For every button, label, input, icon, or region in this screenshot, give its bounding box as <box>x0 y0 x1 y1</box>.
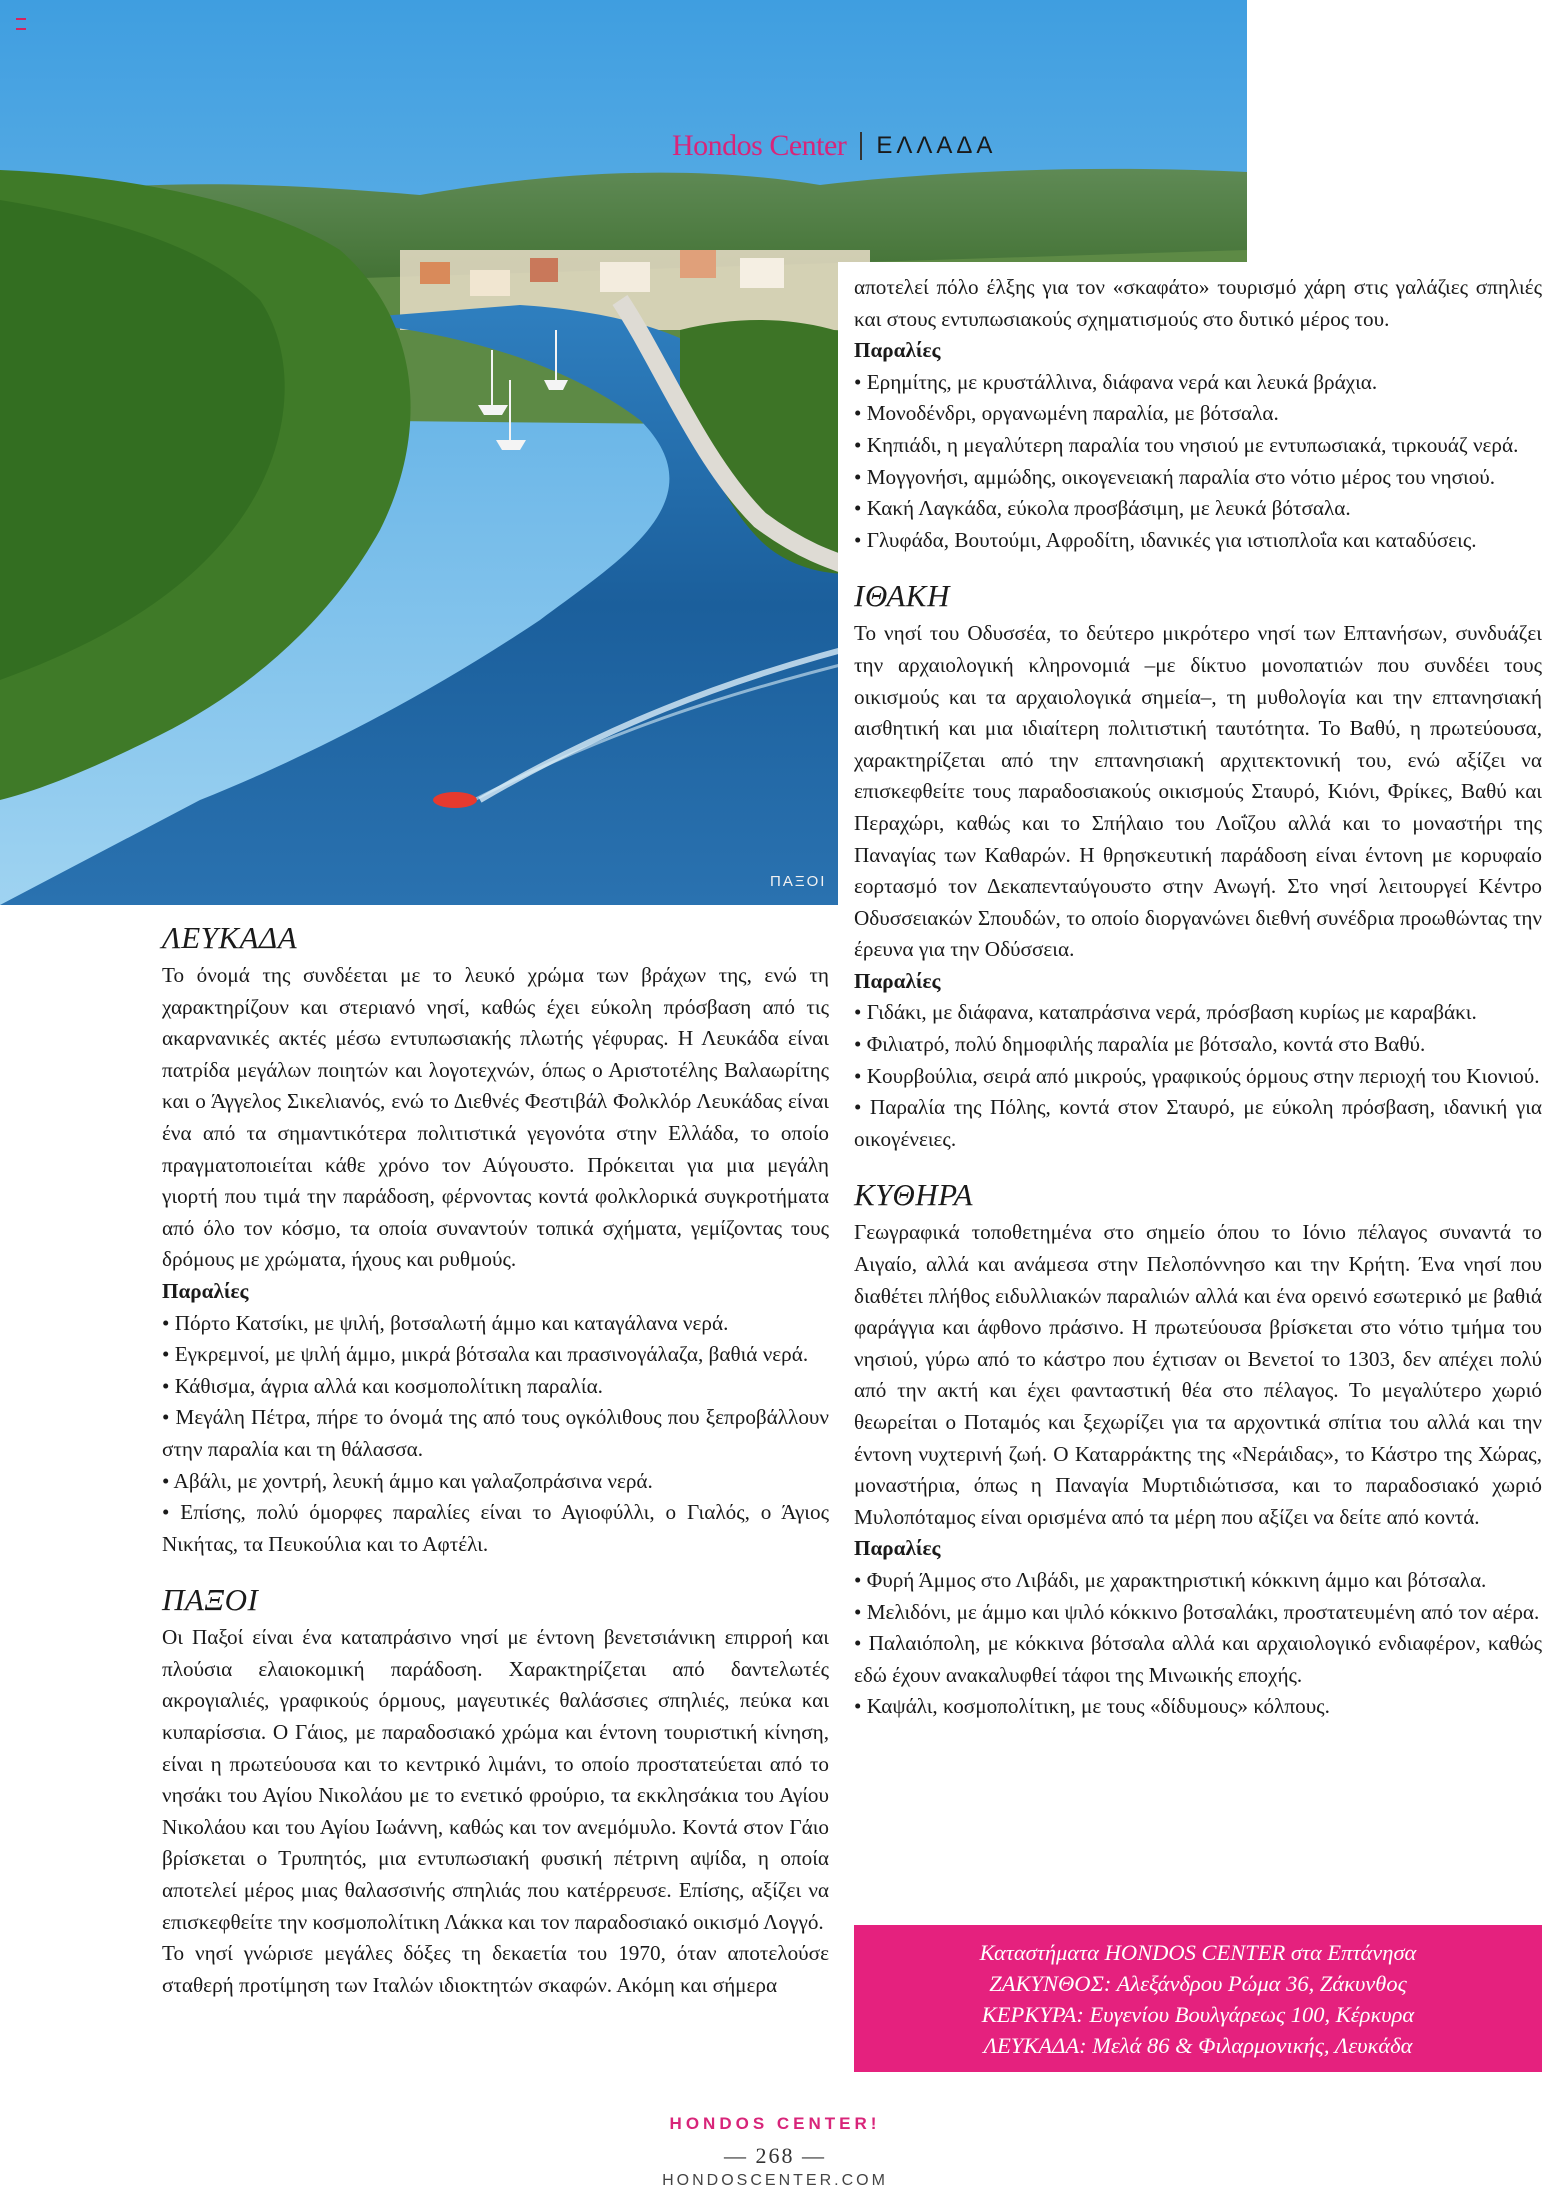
page-header <box>672 126 996 166</box>
footer-url-link[interactable]: HONDOSCENTER.COM <box>662 2172 888 2189</box>
paxoi-beach-item: • Κηπιάδι, η μεγαλύτερη παραλία του νησιού με εντυπωσιακά, τιρκουάζ νερά. <box>854 432 1519 457</box>
lefkada-beach-item: • Εγκρεμνοί, με ψιλή άμμο, μικρά βότσαλα και πρασινογάλαζα, βαθιά νερά. <box>162 1342 809 1367</box>
ithaki-beach-item: • Γιδάκι, με διάφανα, καταπράσινα νερά, πρόσβαση κυρίως με καραβάκι. <box>854 1000 1477 1025</box>
header-divider <box>860 132 862 160</box>
paxoi-paragraph: Το νησί γνώρισε μεγάλες δόξες τη δεκαετία του 1970, όταν αποτελούσε σταθερή προτίμηση των Ιταλών ιδιοκτητών σκαφών. Ακόμη και σήμερα <box>162 1941 829 1997</box>
page-number: — 268 — <box>724 2143 826 2168</box>
lefkada-beach-item: • Μεγάλη Πέτρα, πήρε το όνομά της από τους ογκόλιθους που ξεπροβάλλουν στην παραλία και τη θάλασσα. <box>162 1405 829 1461</box>
left-column <box>162 920 829 2001</box>
store-address: ΛΕΥΚΑΔΑ: Μελά 86 & Φιλαρμονικής, Λευκάδα <box>983 2033 1413 2058</box>
header-brand[interactable]: Hondos Center <box>672 129 847 162</box>
paxoi-beach-item: • Ερημίτης, με κρυστάλλινα, διάφανα νερά και λευκά βράχια. <box>854 369 1378 394</box>
section-title-ithaki: ΙΘΑΚΗ <box>854 578 950 614</box>
lefkada-beach-item: • Αβάλι, με χοντρή, λευκή άμμο και γαλαζοπράσινα νερά. <box>162 1468 653 1493</box>
lefkada-beach-item: • Επίσης, πολύ όμορφες παραλίες είναι το Αγιοφύλλι, ο Γιαλός, ο Άγιος Νικήτας, τα Πευκούλια και το Αφτέλι. <box>162 1500 829 1556</box>
ithaki-beach-item: • Κουρβούλια, σειρά από μικρούς, γραφικούς όρμους στην περιοχή του Κιονιού. <box>854 1063 1540 1088</box>
lefkada-paragraph: Το όνομά της συνδέεται με το λευκό χρώμα των βράχων της, ενώ τη χαρακτηρίζουν και στεριανό νησί, καθώς έχει εύκολη πρόσβαση από τις ακαρνανικές ακτές μέσω εντυπωσιακής πλωτής γέφυρας. Η Λευκάδα είναι πατρίδα μεγάλων ποιητών και λογοτεχνών, όπως ο Αριστοτέλης Βαλαωρίτης και ο Άγγελος Σικελιανός, ενώ το Διεθνές Φεστιβάλ Φολκλόρ Λευκάδας είναι ένα από τα σημαντικότερα πολιτιστικά γεγονότα στην Ελλάδα, το οποίο πραγματοποιείται κάθε χρόνο τον Αύγουστο. Πρόκειται για μια μεγάλη γιορτή που τιμά την παράδοση, φέρνοντας κοντά φολκλορικά συγκροτήματα από όλο τον κόσμο, τα οποία συναντούν τοπικά σχήματα, γεμίζοντας τους δρόμους με χρώματα, ήχους και ρυθμούς. <box>162 963 829 1272</box>
kythira-beach-item: • Παλαιόπολη, με κόκκινα βότσαλα αλλά και αρχαιολογικό ενδιαφέρον, καθώς εδώ έχουν ανακαλυφθεί τάφοι της Μινωικής εποχής. <box>854 1631 1542 1687</box>
kythira-beach-item: • Φυρή Άμμος στο Λιβάδι, με χαρακτηριστική κόκκινη άμμο και βότσαλα. <box>854 1567 1487 1592</box>
right-column <box>854 272 1542 1723</box>
paxoi-continued-paragraph: αποτελεί πόλο έλξης για τον «σκαφάτο» τουρισμό χάρη στις γαλάζιες σπηλιές και στους εντυπωσιακούς σχηματισμούς στο δυτικό μέρος του. <box>854 275 1542 331</box>
section-title-kythira: ΚΥΘΗΡΑ <box>854 1177 974 1213</box>
header-section: ΕΛΛΑΔΑ <box>876 132 997 159</box>
kythira-beaches-heading: Παραλίες <box>854 1536 941 1561</box>
photo-caption: ΠΑΞΟΙ <box>770 873 827 890</box>
stores-box-title: Καταστήματα HONDOS CENTER στα Επτάνησα <box>979 1940 1417 1965</box>
corner-marker-icon <box>16 18 26 30</box>
photo-mask-right <box>1247 0 1550 262</box>
ithaki-beaches-heading: Παραλίες <box>854 968 941 993</box>
kythira-paragraph: Γεωγραφικά τοποθετημένα στο σημείο όπου το Ιόνιο πέλαγος συναντά το Αιγαίο, αλλά και ανάμεσα στην Πελοπόννησο και την Κρήτη. Ένα νησί που διαθέτει πλήθος ειδυλλιακών παραλιών αλλά και ένα ορεινό εσωτερικό με βαθιά φαράγγια και άφθονο πράσινο. Η πρωτεύουσα βρίσκεται στο νότιο τμήμα του νησιού, γύρω από το κάστρο που έχτισαν οι Βενετοί το 1303, δεν απέχει πολύ από την ακτή και έχει φανταστική θέα στο πέλαγος. Το μεγαλύτερο χωριό θεωρείται ο Ποταμός και ξεχωρίζει για τα αρχοντικά σπίτια του αλλά και την έντονη νυχτερινή ζωή. Ο Καταρράκτης της «Νεράιδας», το Κάστρο της Χώρας, μοναστήρια, όπως η Παναγία Μυρτιδιώτισσα, και το παραδοσιακό χωριό Μυλοπόταμος είναι ορισμένα από τα μέρη που αξίζει να δείτε από κοντά. <box>854 1220 1542 1529</box>
lefkada-beach-item: • Πόρτο Κατσίκι, με ψιλή, βοτσαλωτή άμμο και καταγάλανα νερά. <box>162 1310 729 1335</box>
store-address: ΚΕΡΚΥΡΑ: Ευγενίου Βουλγάρεως 100, Κέρκυρα <box>981 2002 1415 2027</box>
stores-box <box>854 1925 1542 2072</box>
kythira-beach-item: • Μελιδόνι, με άμμο και ψιλό κόκκινο βοτσαλάκι, προστατευμένη από τον αέρα. <box>854 1599 1540 1624</box>
paxoi-beach-item: • Γλυφάδα, Βουτούμι, Αφροδίτη, ιδανικές για ιστιοπλοΐα και καταδύσεις. <box>854 527 1477 552</box>
paxoi-beach-item: • Μογγονήσι, αμμώδης, οικογενειακή παραλία στο νότιο μέρος του νησιού. <box>854 464 1496 489</box>
section-title-paxoi: ΠΑΞΟΙ <box>162 1582 259 1618</box>
paxoi-paragraph: Οι Παξοί είναι ένα καταπράσινο νησί με έντονη βενετσιάνικη επιρροή και πλούσια ελαιοκομική παράδοση. Χαρακτηρίζεται από δαντελωτές ακρογιαλιές, γραφικούς όρμους, μαγευτικές θαλάσσιες σπηλιές, πεύκα και κυπαρίσσια. Ο Γάιος, με παραδοσιακό χρώμα και έντονη τουριστική κίνηση, είναι η πρωτεύουσα και το κεντρικό λιμάνι, το οποίο προστατεύεται από το νησάκι του Αγίου Νικολάου με το ενετικό φρούριο, τα εκκλησάκια του Αγίου Νικολάου και του Αγίου Ιωάννη, καθώς και τον ανεμόμυλο. Κοντά στον Γάιο βρίσκεται ο Τρυπητός, μια εντυπωσιακή φυσική πέτρινη αψίδα, η οποία αποτελεί μέρος μιας θαλασσινής σπηλιάς που κατέρρευσε. Επίσης, αξίζει να επισκεφθείτε την κοσμοπολίτικη Λάκκα και τον παραδοσιακό οικισμό Λογγό. <box>162 1625 829 1934</box>
lefkada-beaches-heading: Παραλίες <box>162 1278 249 1303</box>
store-address: ΖΑΚΥΝΘΟΣ: Αλεξάνδρου Ρώμα 36, Ζάκυνθος <box>989 1971 1407 1996</box>
paxoi-beaches-heading: Παραλίες <box>854 338 941 363</box>
lefkada-beach-item: • Κάθισμα, άγρια αλλά και κοσμοπολίτικη παραλία. <box>162 1373 603 1398</box>
ithaki-beach-item: • Φιλιατρό, πολύ δημοφιλής παραλία με βότσαλο, κοντά στο Βαθύ. <box>854 1032 1426 1057</box>
footer-brand: HONDOS CENTER! <box>669 2114 881 2133</box>
kythira-beach-item: • Καψάλι, κοσμοπολίτικη, με τους «δίδυμους» κόλπους. <box>854 1694 1330 1719</box>
ithaki-paragraph: Το νησί του Οδυσσέα, το δεύτερο μικρότερο νησί των Επτανήσων, συνδυάζει την αρχαιολογική κληρονομιά –με δίκτυο μονοπατιών που συνδέει τους οικισμούς και τα αρχαιολογικά σημεία–, τη μυθολογία και την επτανησιακή αισθητική και μια ιδιαίτερη πολιτιστική ταυτότητα. Το Βαθύ, η πρωτεύουσα, χαρακτηρίζεται από την επτανησιακή αρχιτεκτονική του, ενώ αξίζει να επισκεφθείτε τους παραδοσιακούς οικισμούς Σταυρό, Κιόνι, Φρίκες, Βαθύ και Περαχώρι, καθώς και το Σπήλαιο του Λοΐζου αλλά και το μοναστήρι της Παναγίας των Καθαρών. Η θρησκευτική παράδοση είναι έντονη με κορυφαίο εορτασμό τον Δεκαπενταύγουστο στην Ανωγή. Στο νησί λειτουργεί Κέντρο Οδυσσειακών Σπουδών, το οποίο διοργανώνει διεθνή συνέδρια προωθώντας την έρευνα για την Οδύσσεια. <box>854 621 1542 962</box>
section-title-lefkada: ΛΕΥΚΑΔΑ <box>162 920 298 955</box>
ithaki-beach-item: • Παραλία της Πόλης, κοντά στον Σταυρό, με εύκολη πρόσβαση, ιδανική για οικογένειες. <box>854 1095 1542 1151</box>
paxoi-beach-item: • Μονοδένδρι, οργανωμένη παραλία, με βότσαλα. <box>854 401 1279 426</box>
paxoi-beach-item: • Κακή Λαγκάδα, εύκολα προσβάσιμη, με λευκά βότσαλα. <box>854 496 1351 521</box>
